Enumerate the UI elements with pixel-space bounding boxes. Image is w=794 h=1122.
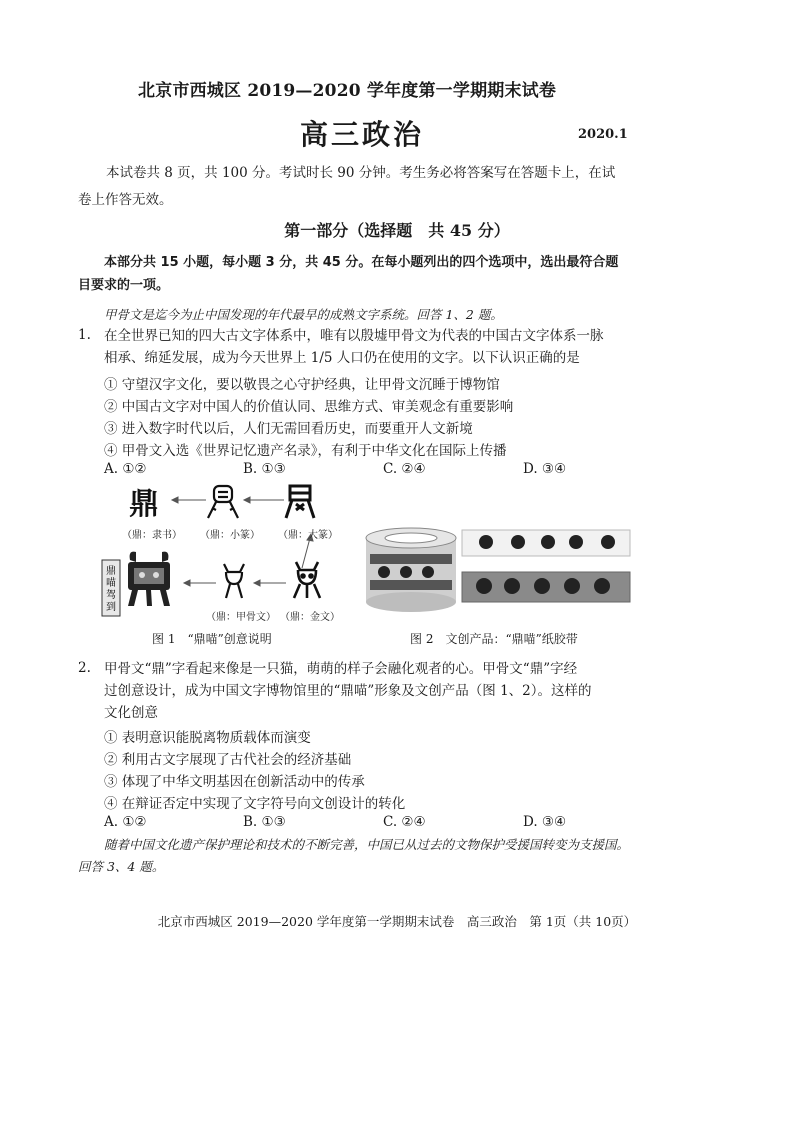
dazhuan-glyph [286, 486, 314, 518]
answer-choice-d: D. ③④ [523, 814, 567, 830]
dingmiao-cauldron-image [128, 552, 170, 606]
statement-option: ① 守望汉字文化，要以敬畏之心守护经典，让甲骨文沉睡于博物馆 [104, 377, 500, 393]
washi-tape-image [362, 520, 634, 620]
bronze-glyph [294, 562, 320, 598]
side-label-char: 到 [106, 602, 116, 613]
glyph-label: （鼎：小篆） [200, 530, 260, 541]
statement-option: ④ 在辩证否定中实现了文字符号向文创设计的转化 [104, 796, 406, 812]
answer-choice-b: B. ①③ [243, 814, 286, 830]
statement-option: ④ 甲骨文入选《世界记忆遗产名录》，有利于中华文化在国际上传播 [104, 443, 507, 459]
statement-option: ② 中国古文字对中国人的价值认同、思维方式、审美观念有重要影响 [104, 399, 514, 415]
answer-choice-a: A. ①② [104, 814, 147, 830]
figure-2 [362, 520, 634, 620]
glyph-label: （鼎：金文） [280, 612, 340, 623]
tape-roll [366, 528, 456, 612]
lishu-glyph: 鼎 [129, 487, 159, 522]
question-stem: 甲骨文是迄今为止中国发现的年代最早的成熟文字系统。回答 1、2 题。 [104, 307, 503, 322]
side-label-char: 喵 [106, 578, 116, 589]
subject-title: 高三政治 [300, 118, 425, 151]
question-text: 文化创意 [104, 705, 158, 721]
oracle-bone-glyph [224, 564, 244, 598]
figure-1-illustration [96, 480, 346, 620]
glyph-label: （鼎：隶书） [122, 530, 182, 541]
answer-choice-a: A. ①② [104, 461, 147, 477]
statement-option: ① 表明意识能脱离物质载体而演变 [104, 730, 311, 746]
statement-option: ③ 体现了中华文明基因在创新活动中的传承 [104, 774, 365, 790]
exam-header: 北京市西城区 2019—2020 学年度第一学期期末试卷 [138, 81, 557, 101]
tape-strip-bottom [462, 572, 630, 602]
section-title: 第一部分（选择题 共 45 分） [284, 221, 510, 240]
statement-option: ③ 进入数字时代以后，人们无需回看历史，而要重开人文新境 [104, 421, 473, 437]
question-text: 在全世界已知的四大古文字体系中，唯有以殷墟甲骨文为代表的中国古文字体系一脉 [104, 328, 604, 344]
figure-1 [96, 480, 346, 620]
section-description: 本部分共 15 小题，每小题 3 分，共 45 分。在每小题列出的四个选项中，选出最符合题目要求的一项。 [78, 255, 619, 293]
answer-choice-d: D. ③④ [523, 461, 567, 477]
tape-strip-top [462, 530, 630, 556]
side-label-char: 驾 [106, 590, 116, 601]
exam-date: 2020.1 [578, 127, 628, 142]
question-text: 甲骨文“鼎”字看起来像是一只猫，萌萌的样子会融化观者的心。甲骨文“鼎”字经 [104, 661, 578, 677]
question-text: 过创意设计，成为中国文字博物馆里的“鼎喵”形象及文创产品（图 1、2）。这样的 [104, 683, 592, 699]
answer-choice-c: C. ②④ [383, 814, 426, 830]
question-stem: 随着中国文化遗产保护理论和技术的不断完善，中国已从过去的文物保护受援国转变为支援国。回答 3、4 题。 [78, 837, 630, 874]
figure-1-caption: 图 1 “鼎喵”创意说明 [152, 632, 272, 646]
glyph-label: （鼎：甲骨文） [206, 612, 276, 623]
side-label-char: 鼎 [106, 566, 116, 577]
glyph-label: （鼎：大篆） [278, 530, 338, 541]
question-text: 相承、绵延发展，成为今天世界上 1/5 人口仍在使用的文字。以下认识正确的是 [104, 350, 580, 366]
exam-instructions: 本试卷共 8 页，共 100 分。考试时长 90 分钟。考生务必将答案写在答题卡上，在试卷上作答无效。 [78, 165, 616, 208]
statement-option: ② 利用古文字展现了古代社会的经济基础 [104, 752, 352, 768]
question-number: 2. [78, 660, 91, 676]
answer-choice-c: C. ②④ [383, 461, 426, 477]
xiaozhuan-glyph [208, 486, 238, 518]
page-footer: 北京市西城区 2019—2020 学年度第一学期期末试卷 高三政治 第 1页（共 10页） [157, 914, 637, 929]
figure-2-caption: 图 2 文创产品：“鼎喵”纸胶带 [410, 632, 578, 646]
question-number: 1. [78, 327, 91, 343]
answer-choice-b: B. ①③ [243, 461, 286, 477]
